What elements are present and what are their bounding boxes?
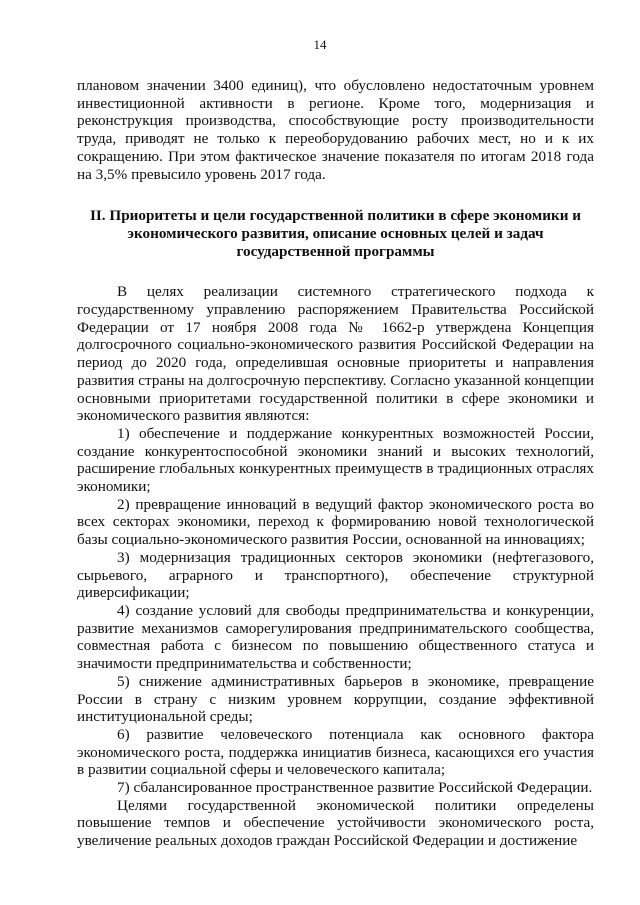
priority-item-1: 1) обеспечение и поддержание конкурентных возможностей России, создание конкурентоспособной экономики знаний и высоких технологий, расширение глобальных конкурентных преимуществ в традиционных отраслях экономики; [77, 424, 594, 496]
goals-paragraph: Целями государственной экономической политики определены повышение темпов и обеспечение устойчивости экономического роста, увеличение реальных доходов граждан Российской Федерации и достижение [77, 796, 594, 850]
priority-item-7: 7) сбалансированное пространственное развитие Российской Федерации. [117, 779, 593, 797]
lead-paragraph: В целях реализации системного стратегического подхода к государственному управлению распоряжением Правительства Российской Федерации от 17 ноября 2008 года № 1662-р утверждена Концепция долгосрочного социально-экономического развития Российской Федерации на период до 2020 года, определившая основные приоритеты и направления развития страны на долгосрочную перспективу. Согласно указанной концепции основными приоритетами государственной политики в сфере экономики и экономического развития являются: [77, 283, 594, 425]
priority-item-4: 4) создание условий для свободы предпринимательства и конкуренции, развитие механизмов саморегулирования предпринимательского сообщества, совместная работа с бизнесом по повышению общественного статуса и значимости предпринимательства и собственности; [77, 601, 594, 673]
section-heading: II. Приоритеты и цели государственной политики в сфере экономики и экономического развития, описание основных целей и задач государственной программы [89, 207, 582, 260]
priority-item-6: 6) развитие человеческого потенциала как основного фактора экономического роста, поддержка инициатив бизнеса, касающихся его участия в развитии социальной сферы и человеческого капитала; [77, 725, 594, 779]
intro-paragraph: плановом значении 3400 единиц), что обусловлено недостаточным уровнем инвестиционной активности в регионе. Кроме того, модернизация и реконструкция производства, способствующие росту производительности труда, приводят не только к переоборудованию рабочих мест, но и к их сокращению. При этом фактическое значение показателя по итогам 2018 года на 3,5% превысило уровень 2017 года. [77, 77, 594, 183]
page-number: 14 [313, 37, 327, 52]
document-body [77, 77, 594, 850]
priority-item-5: 5) снижение административных барьеров в экономике, превращение России в страну с низким уровнем коррупции, создание эффективной институциональной среды; [77, 672, 594, 726]
priority-item-3: 3) модернизация традиционных секторов экономики (нефтегазового, сырьевого, аграрного и транспортного), обеспечение структурной диверсификации; [77, 548, 594, 602]
priority-item-2: 2) превращение инноваций в ведущий фактор экономического роста во всех секторах экономики, переход к формированию новой технологической базы социально-экономического развития России, основанной на инновациях; [77, 495, 594, 549]
